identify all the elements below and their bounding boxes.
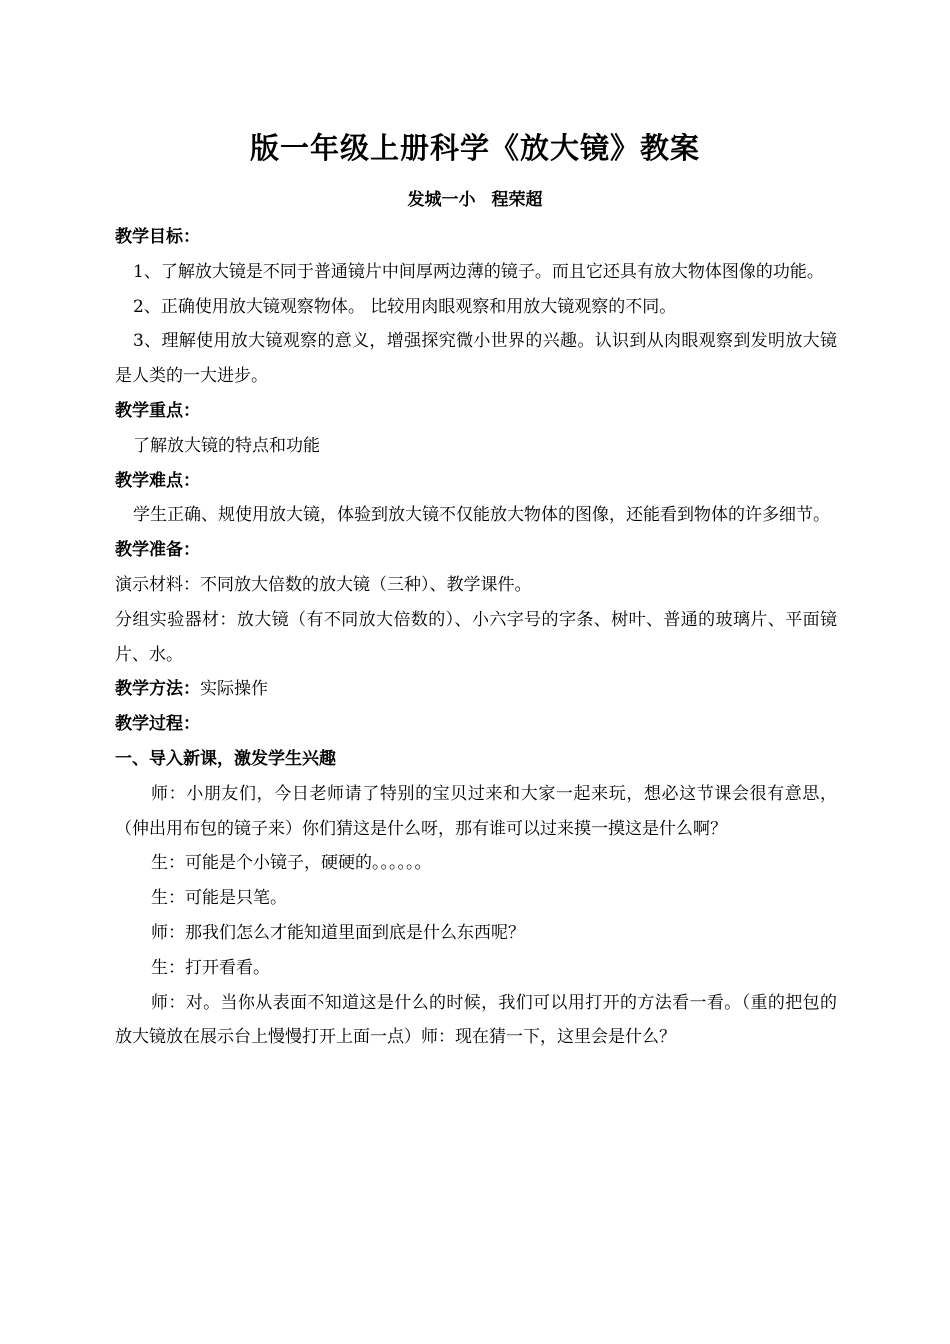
preparation-group: 分组实验器材：放大镜（有不同放大倍数的）、小六字号的字条、树叶、普通的玻璃片、平面镜片、水。 (115, 609, 837, 665)
method-text: 实际操作 (200, 679, 268, 700)
section-heading: 一、导入新课，激发学生兴趣 (115, 748, 336, 769)
dialogue-line: 生：打开看看。 (151, 957, 270, 978)
preparation-demo: 演示材料：不同放大倍数的放大镜（三种）、教学课件。 (115, 574, 532, 595)
method-heading: 教学方法： (115, 679, 200, 700)
process-heading: 教学过程： (115, 714, 200, 735)
goals-heading: 教学目标： (115, 227, 200, 247)
page-title: 版一年级上册科学《放大镜》教案 (249, 131, 700, 165)
author-line: 发城一小 程荣超 (407, 190, 543, 210)
goal-item: 1、了解放大镜是不同于普通镜片中间厚两边薄的镜子。而且它还具有放大物体图像的功能。 (133, 261, 824, 282)
dialogue-line: 师：小朋友们，今日老师请了特别的宝贝过来和大家一起来玩，想必这节课会很有意思，（伸出用布包的镜子来）你们猜这是什么呀，那有谁可以过来摸一摸这是什么啊？ (115, 783, 837, 839)
method-line (115, 672, 837, 707)
key-points-heading: 教学重点： (115, 400, 200, 421)
dialogue-line: 生：可能是只笔。 (151, 888, 287, 909)
dialogue-line: 师：那我们怎么才能知道里面到底是什么东西呢？ (151, 922, 525, 943)
key-points-text: 了解放大镜的特点和功能 (133, 435, 320, 456)
document-body (115, 220, 837, 1055)
dialogue-line: 生：可能是个小镜子，硬硬的。。。。。。 (151, 853, 432, 874)
difficulties-text: 学生正确、规使用放大镜，体验到放大镜不仅能放大物体的图像，还能看到物体的许多细节。 (133, 505, 830, 526)
goal-item: 3、理解使用放大镜观察的意义，增强探究微小世界的兴趣。认识到从肉眼观察到发明放大镜是人类的一大进步。 (115, 331, 837, 387)
dialogue-line: 师：对。当你从表面不知道这是什么的时候，我们可以用打开的方法看一看。（重的把包的放大镜放在展示台上慢慢打开上面一点）师：现在猜一下，这里会是什么？ (115, 992, 837, 1048)
goal-item: 2、正确使用放大镜观察物体。 比较用肉眼观察和用放大镜观察的不同。 (133, 296, 677, 317)
difficulties-heading: 教学难点： (115, 470, 200, 491)
preparation-heading: 教学准备： (115, 540, 200, 561)
